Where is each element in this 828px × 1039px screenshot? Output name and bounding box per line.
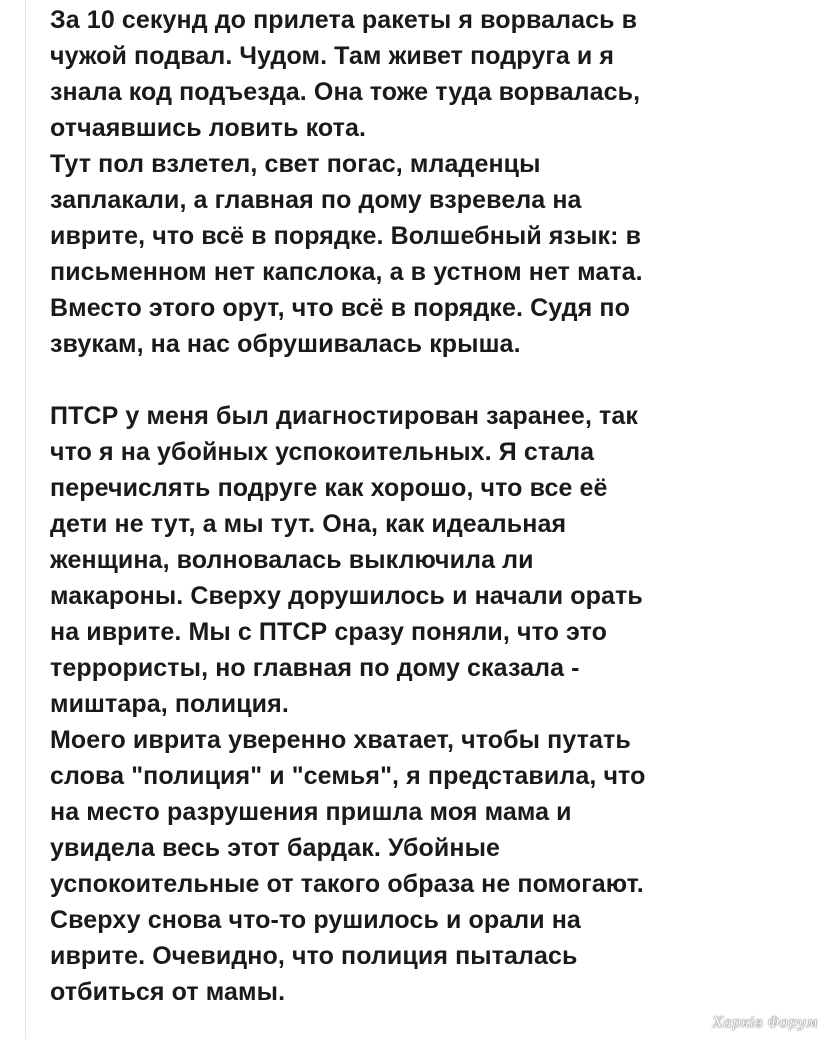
text-line: на иврите. Мы с ПТСР сразу поняли, что это: [50, 618, 607, 646]
text-line: заплакали, а главная по дому взревела на: [50, 186, 582, 214]
text-line: на место разрушения пришла моя мама и: [50, 798, 572, 826]
text-line: звукам, на нас обрушивалась крыша.: [50, 330, 521, 358]
text-line: успокоительные от такого образа не помогают.: [50, 870, 644, 898]
text-line: Моего иврита уверенно хватает, чтобы путать: [50, 726, 631, 754]
post-paragraph: [50, 398, 820, 722]
left-divider: [25, 0, 26, 1039]
text-line: миштара, полиция.: [50, 690, 289, 718]
text-line: отчаявшись ловить кота.: [50, 114, 367, 142]
text-line: женщина, волновалась выключила ли: [50, 546, 534, 574]
post-text: [50, 2, 820, 1010]
post-paragraph: [50, 146, 820, 362]
text-line: слова "полиция" и "семья", я представила, что: [50, 762, 646, 790]
text-line: увидела весь этот бардак. Убойные: [50, 834, 501, 862]
text-line: иврите, что всё в порядке. Волшебный язык: в: [50, 222, 642, 250]
text-line: письменном нет капслока, а в устном нет мата.: [50, 258, 643, 286]
text-line: Сверху снова что-то рушилось и орали на: [50, 906, 581, 934]
text-line: перечислять подруге как хорошо, что все её: [50, 474, 608, 502]
text-line: ПТСР у меня был диагностирован заранее, так: [50, 402, 638, 430]
post-paragraph: [50, 2, 820, 146]
text-line: отбиться от мамы.: [50, 978, 286, 1006]
text-line: что я на убойных успокоительных. Я стала: [50, 438, 595, 466]
watermark: Харків Форум: [712, 1015, 818, 1031]
text-line: террористы, но главная по дому сказала -: [50, 654, 580, 682]
text-line: макароны. Сверху дорушилось и начали орать: [50, 582, 643, 610]
text-line: иврите. Очевидно, что полиция пыталась: [50, 942, 578, 970]
text-line: дети не тут, а мы тут. Она, как идеальная: [50, 510, 567, 538]
text-line: чужой подвал. Чудом. Там живет подруга и я: [50, 42, 615, 70]
text-line: За 10 секунд до прилета ракеты я ворвалась в: [50, 6, 638, 34]
text-line: Тут пол взлетел, свет погас, младенцы: [50, 150, 541, 178]
text-line: знала код подъезда. Она тоже туда ворвалась,: [50, 78, 641, 106]
text-line: Вместо этого орут, что всё в порядке. Судя по: [50, 294, 630, 322]
post-paragraph: [50, 722, 820, 1010]
